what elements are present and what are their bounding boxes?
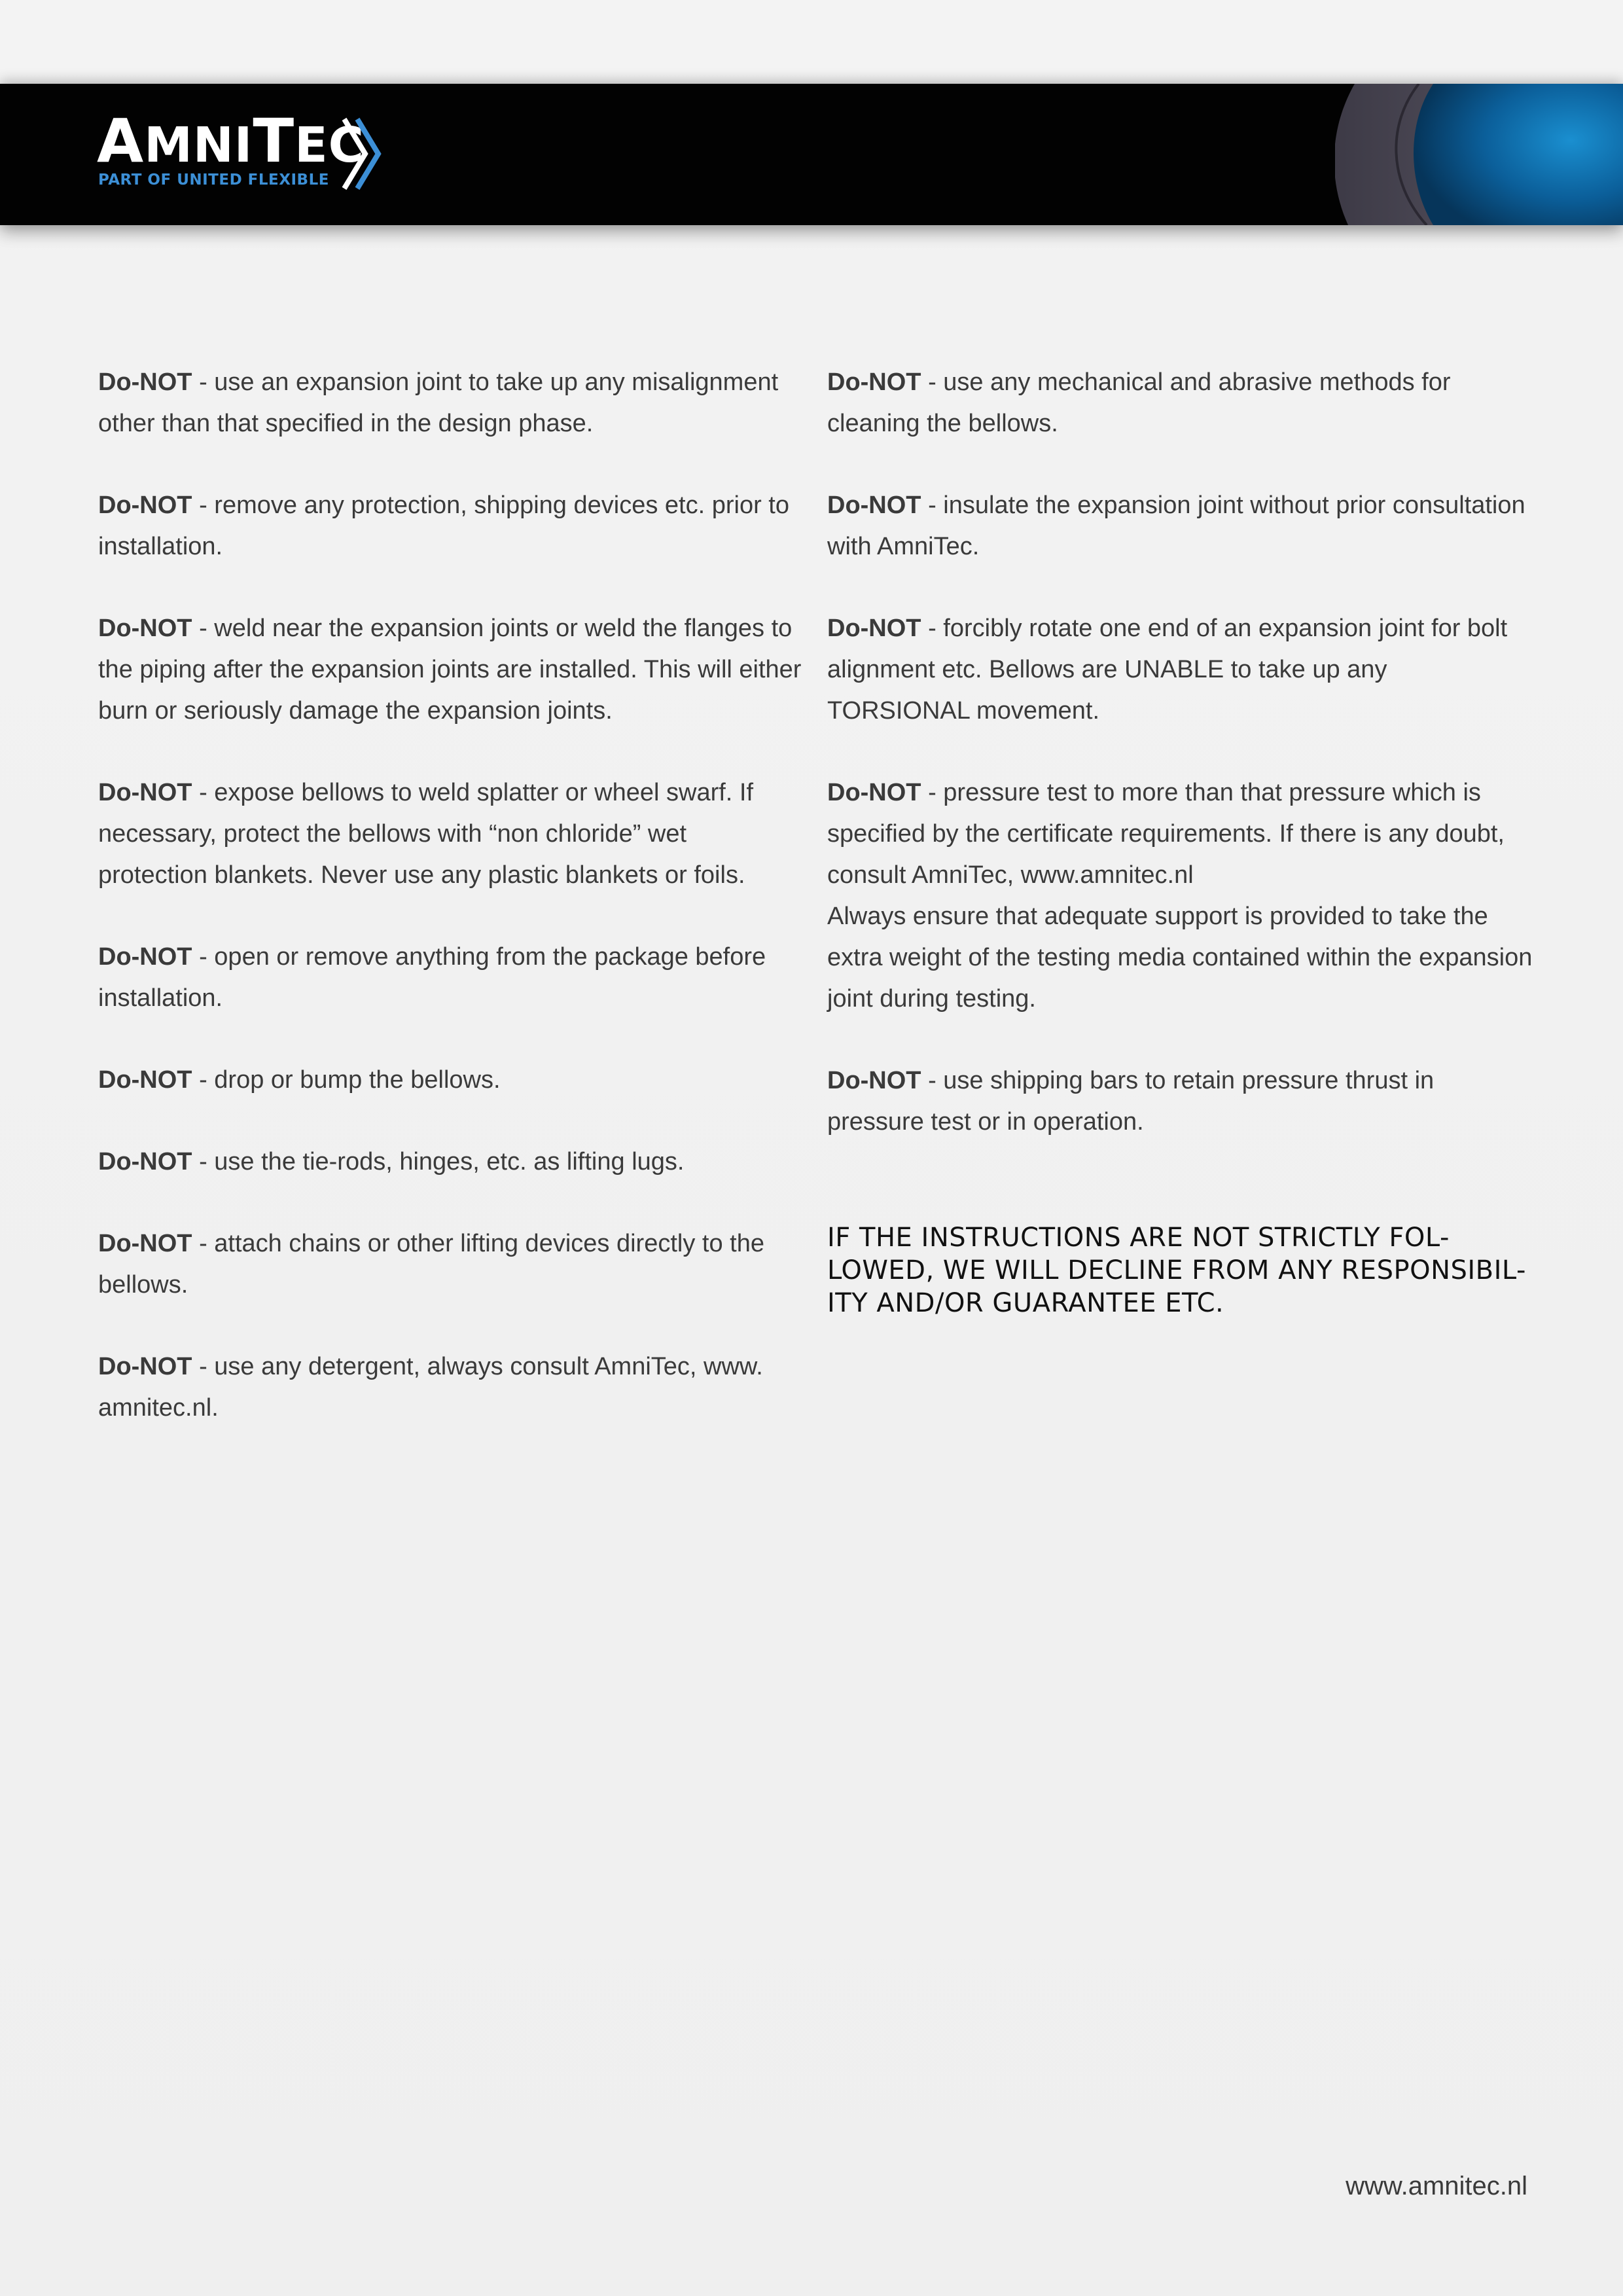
instruction-item xyxy=(827,485,1534,567)
do-not-keyword: Do-NOT xyxy=(98,1066,192,1094)
instruction-item xyxy=(98,1223,802,1306)
instruction-item xyxy=(98,1141,802,1183)
instructions-left-column xyxy=(98,362,802,1469)
instruction-item xyxy=(98,1346,802,1429)
amnitec-logo xyxy=(97,106,398,199)
instruction-item xyxy=(98,772,802,896)
do-not-keyword: Do-NOT xyxy=(98,779,192,806)
do-not-keyword: Do-NOT xyxy=(827,615,921,642)
instruction-text: - use any detergent, always consult AmniTec, www. amnitec.nl. xyxy=(98,1353,763,1422)
do-not-keyword: Do-NOT xyxy=(98,1353,192,1380)
do-not-keyword: Do-NOT xyxy=(827,1067,921,1094)
instruction-text: - drop or bump the bellows. xyxy=(192,1066,501,1094)
do-not-keyword: Do-NOT xyxy=(827,492,921,519)
footer-website-url: www.amnitec.nl xyxy=(1346,2172,1527,2200)
instruction-text: - forcibly rotate one end of an expansion joint for bolt alignment etc. Bellows are UNABLE to take up any TORSIONAL movement. xyxy=(827,615,1508,725)
instruction-item xyxy=(827,362,1534,444)
instruction-item xyxy=(98,362,802,444)
instruction-item xyxy=(827,1060,1534,1143)
do-not-keyword: Do-NOT xyxy=(98,1148,192,1175)
do-not-keyword: Do-NOT xyxy=(98,1230,192,1257)
instruction-text: - insulate the expansion joint without prior consultation with AmniTec. xyxy=(827,492,1525,560)
instruction-item xyxy=(827,608,1534,732)
do-not-keyword: Do-NOT xyxy=(98,943,192,971)
instruction-item xyxy=(98,1060,802,1101)
instructions-right-column xyxy=(827,362,1534,1319)
instruction-text: - use the tie-rods, hinges, etc. as lifting lugs. xyxy=(192,1148,685,1175)
logo-tagline: PART OF UNITED FLEXIBLE xyxy=(98,171,329,188)
double-chevron-icon xyxy=(340,115,386,192)
instruction-text: - expose bellows to weld splatter or wheel swarf. If necessary, protect the bellows with “non chloride” wet protection blankets. Never use any plastic blankets or foils. xyxy=(98,779,754,889)
instruction-text: - use shipping bars to retain pressure thrust in pressure test or in operation. xyxy=(827,1067,1435,1136)
instruction-text: - weld near the expansion joints or weld the flanges to the piping after the expansion joints are installed. This will either burn or seriously damage the expansion joints. xyxy=(98,615,802,725)
instruction-item xyxy=(98,937,802,1019)
instruction-text: - use an expansion joint to take up any misalignment other than that specified in the design phase. xyxy=(98,368,779,437)
instruction-continuation-text: Always ensure that adequate support is provided to take the extra weight of the testing media contained within the expansion joint during testing. xyxy=(827,903,1533,1013)
do-not-keyword: Do-NOT xyxy=(98,368,192,396)
do-not-keyword: Do-NOT xyxy=(827,779,921,806)
instruction-text: - remove any protection, shipping devices etc. prior to installation. xyxy=(98,492,789,560)
instruction-text: - open or remove anything from the package before installation. xyxy=(98,943,766,1012)
instruction-text: - attach chains or other lifting devices directly to the bellows. xyxy=(98,1230,764,1299)
header-decoration-graphic xyxy=(1335,84,1623,225)
instruction-item xyxy=(827,772,1534,1020)
instruction-item xyxy=(98,485,802,567)
responsibility-notice: IF THE INSTRUCTIONS ARE NOT STRICTLY FOL-LOWED, WE WILL DECLINE FROM ANY RESPONSIBIL-ITY AND/OR GUARANTEE ETC. xyxy=(827,1223,1526,1318)
instruction-text: - pressure test to more than that pressure which is specified by the certificate requirements. If there is any doubt, consult AmniTec, www.amnitec.nl xyxy=(827,779,1505,889)
instruction-text: - use any mechanical and abrasive methods for cleaning the bellows. xyxy=(827,368,1451,437)
do-not-keyword: Do-NOT xyxy=(98,492,192,519)
logo-wordmark: AMNITEC xyxy=(97,106,365,176)
instruction-item xyxy=(98,608,802,732)
do-not-keyword: Do-NOT xyxy=(827,368,921,396)
do-not-keyword: Do-NOT xyxy=(98,615,192,642)
